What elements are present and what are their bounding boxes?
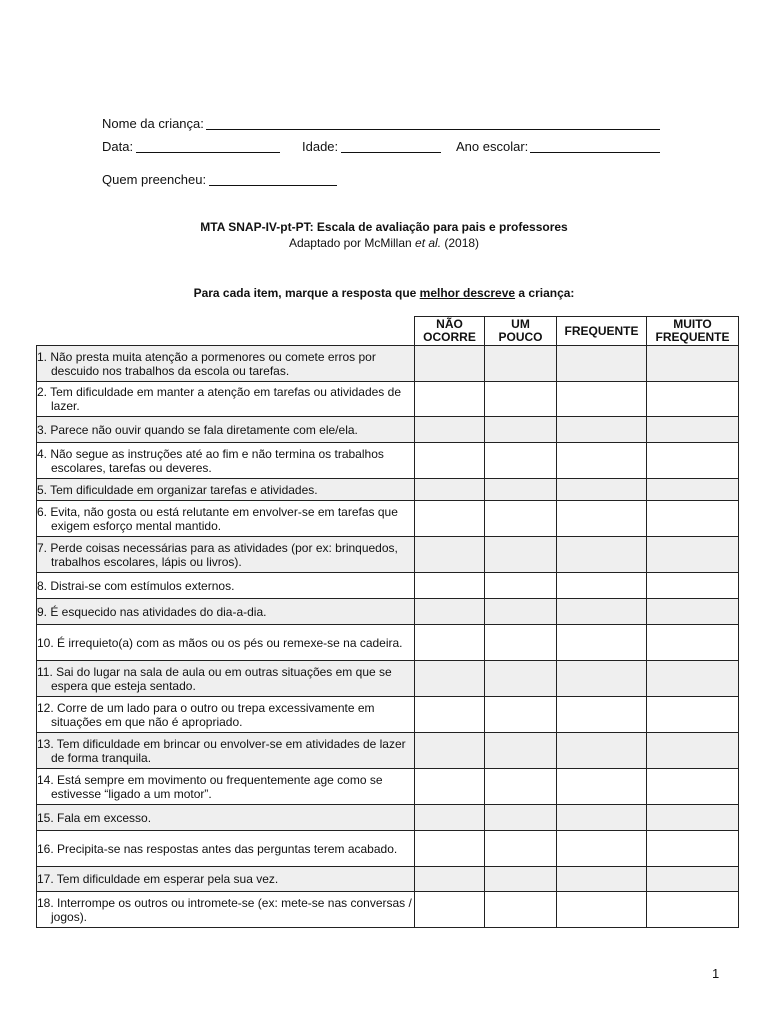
instruction-prefix: Para cada item, marque a resposta que — [193, 286, 420, 300]
answer-cell-um-pouco[interactable] — [485, 867, 557, 892]
answer-cell-nao-ocorre[interactable] — [415, 382, 485, 417]
answer-cell-nao-ocorre[interactable] — [415, 805, 485, 831]
item-text: 6. Evita, não gosta ou está relutante em envolver-se em tarefas que exigem esforço mental mantido. — [37, 504, 398, 533]
item-text-cell — [37, 625, 415, 661]
answer-cell-frequente[interactable] — [557, 867, 647, 892]
instruction-underlined: melhor descreve — [419, 286, 516, 300]
answer-cell-frequente[interactable] — [557, 599, 647, 625]
item-text-cell — [37, 892, 415, 928]
item-text-cell — [37, 537, 415, 573]
answer-cell-um-pouco[interactable] — [485, 479, 557, 501]
answer-cell-muito-frequente[interactable] — [647, 573, 739, 599]
answer-cell-frequente[interactable] — [557, 831, 647, 867]
table-row — [37, 733, 739, 769]
answer-cell-nao-ocorre[interactable] — [415, 831, 485, 867]
item-text: 1. Não presta muita atenção a pormenores ou comete erros por descuido nos trabalhos da escola ou tarefas. — [37, 349, 376, 378]
answer-cell-nao-ocorre[interactable] — [415, 697, 485, 733]
item-text-cell — [37, 479, 415, 501]
item-text-cell — [37, 501, 415, 537]
table-row — [37, 573, 739, 599]
answer-cell-um-pouco[interactable] — [485, 417, 557, 443]
answer-cell-um-pouco[interactable] — [485, 346, 557, 382]
column-header-frequente — [557, 317, 647, 346]
answer-cell-nao-ocorre[interactable] — [415, 892, 485, 928]
answer-cell-um-pouco[interactable] — [485, 892, 557, 928]
item-text: 8. Distrai-se com estímulos externos. — [37, 578, 235, 593]
subtitle-prefix: Adaptado por McMillan — [288, 236, 416, 250]
answer-cell-um-pouco[interactable] — [485, 382, 557, 417]
answer-cell-muito-frequente[interactable] — [647, 599, 739, 625]
age-label: Idade: — [302, 139, 339, 154]
item-text-cell — [37, 382, 415, 417]
column-header-line1: UM — [511, 317, 530, 331]
answer-cell-frequente[interactable] — [557, 733, 647, 769]
answer-cell-um-pouco[interactable] — [485, 501, 557, 537]
instruction-text — [0, 285, 768, 301]
answer-cell-muito-frequente[interactable] — [647, 443, 739, 479]
answer-cell-um-pouco[interactable] — [485, 733, 557, 769]
answer-cell-muito-frequente[interactable] — [647, 625, 739, 661]
answer-cell-frequente[interactable] — [557, 479, 647, 501]
answer-cell-nao-ocorre[interactable] — [415, 625, 485, 661]
answer-cell-frequente[interactable] — [557, 417, 647, 443]
subtitle-suffix: (2018) — [441, 236, 480, 250]
header-blank-cell — [37, 317, 415, 346]
answer-cell-frequente[interactable] — [557, 661, 647, 697]
item-text: 13. Tem dificuldade em brincar ou envolver-se em atividades de lazer de forma tranquila. — [37, 736, 406, 765]
form-subtitle — [0, 235, 768, 251]
answer-cell-muito-frequente[interactable] — [647, 417, 739, 443]
answer-cell-um-pouco[interactable] — [485, 573, 557, 599]
item-text-cell — [37, 599, 415, 625]
date-field[interactable] — [136, 152, 280, 153]
answer-cell-frequente[interactable] — [557, 573, 647, 599]
item-text-cell — [37, 697, 415, 733]
column-header-line2: OCORRE — [423, 330, 476, 344]
answer-cell-um-pouco[interactable] — [485, 599, 557, 625]
answer-cell-muito-frequente[interactable] — [647, 892, 739, 928]
answer-cell-frequente[interactable] — [557, 443, 647, 479]
age-field[interactable] — [341, 152, 441, 153]
answer-cell-um-pouco[interactable] — [485, 537, 557, 573]
item-text: 11. Sai do lugar na sala de aula ou em outras situações em que se espera que esteja sentado. — [37, 664, 392, 693]
item-text-cell — [37, 769, 415, 805]
answer-cell-frequente[interactable] — [557, 805, 647, 831]
item-text: 14. Está sempre em movimento ou frequentemente age como se estivesse “ligado a um motor”. — [37, 772, 383, 801]
subtitle-italic: et al. — [415, 236, 442, 250]
table-row — [37, 892, 739, 928]
column-header-line1: NÃO — [436, 317, 463, 331]
child-name-field[interactable] — [206, 129, 660, 130]
answer-cell-nao-ocorre[interactable] — [415, 573, 485, 599]
item-text-cell — [37, 443, 415, 479]
table-row — [37, 479, 739, 501]
item-text: 18. Interrompe os outros ou intromete-se (ex: mete-se nas conversas / jogos). — [37, 895, 412, 924]
item-text-cell — [37, 867, 415, 892]
table-row — [37, 537, 739, 573]
table-row — [37, 599, 739, 625]
item-text: 10. É irrequieto(a) com as mãos ou os pés ou remexe-se na cadeira. — [37, 635, 403, 650]
answer-cell-frequente[interactable] — [557, 382, 647, 417]
answer-cell-nao-ocorre[interactable] — [415, 479, 485, 501]
table-row — [37, 346, 739, 382]
answer-cell-muito-frequente[interactable] — [647, 501, 739, 537]
filled-by-label: Quem preencheu: — [102, 172, 207, 187]
table-row — [37, 382, 739, 417]
instruction-suffix: a criança: — [515, 286, 575, 300]
answer-cell-frequente[interactable] — [557, 697, 647, 733]
item-text-cell — [37, 346, 415, 382]
answer-cell-frequente[interactable] — [557, 501, 647, 537]
table-row — [37, 831, 739, 867]
date-label: Data: — [102, 139, 134, 154]
answer-cell-frequente[interactable] — [557, 346, 647, 382]
answer-cell-um-pouco[interactable] — [485, 769, 557, 805]
answer-cell-um-pouco[interactable] — [485, 625, 557, 661]
column-header-um-pouco — [485, 317, 557, 346]
item-text: 15. Fala em excesso. — [37, 810, 152, 825]
column-header-line2: POUCO — [498, 330, 543, 344]
item-text-cell — [37, 573, 415, 599]
answer-cell-muito-frequente[interactable] — [647, 479, 739, 501]
column-header-line2: FREQUENTE — [655, 330, 730, 344]
answer-cell-um-pouco[interactable] — [485, 661, 557, 697]
table-row — [37, 697, 739, 733]
answer-cell-nao-ocorre[interactable] — [415, 443, 485, 479]
answer-cell-muito-frequente[interactable] — [647, 867, 739, 892]
item-text: 16. Precipita-se nas respostas antes das perguntas terem acabado. — [37, 841, 398, 856]
answer-cell-um-pouco[interactable] — [485, 697, 557, 733]
item-text: 17. Tem dificuldade em esperar pela sua vez. — [37, 872, 279, 886]
item-text: 2. Tem dificuldade em manter a atenção em tarefas ou atividades de lazer. — [37, 385, 401, 413]
answer-cell-muito-frequente[interactable] — [647, 346, 739, 382]
table-row — [37, 625, 739, 661]
answer-cell-um-pouco[interactable] — [485, 443, 557, 479]
answer-cell-nao-ocorre[interactable] — [415, 599, 485, 625]
item-text-cell — [37, 733, 415, 769]
table-row — [37, 805, 739, 831]
item-text: 9. É esquecido nas atividades do dia-a-dia. — [37, 604, 267, 619]
answer-cell-frequente[interactable] — [557, 537, 647, 573]
item-text: 12. Corre de um lado para o outro ou trepa excessivamente em situações em que não é apropriado. — [37, 700, 375, 729]
answer-cell-muito-frequente[interactable] — [647, 831, 739, 867]
item-text-cell — [37, 805, 415, 831]
item-text-cell — [37, 661, 415, 697]
answer-cell-frequente[interactable] — [557, 892, 647, 928]
answer-cell-nao-ocorre[interactable] — [415, 417, 485, 443]
school-year-field[interactable] — [530, 152, 660, 153]
item-text-cell — [37, 417, 415, 443]
answer-cell-frequente[interactable] — [557, 769, 647, 805]
answer-cell-um-pouco[interactable] — [485, 805, 557, 831]
school-year-label: Ano escolar: — [456, 139, 529, 154]
answer-cell-um-pouco[interactable] — [485, 831, 557, 867]
answer-cell-muito-frequente[interactable] — [647, 382, 739, 417]
answer-cell-frequente[interactable] — [557, 625, 647, 661]
table-header-row — [37, 317, 739, 346]
filled-by-field[interactable] — [209, 185, 337, 186]
item-text: 7. Perde coisas necessárias para as atividades (por ex: brinquedos, trabalhos escolares, lápis ou livros). — [37, 540, 398, 569]
answer-cell-muito-frequente[interactable] — [647, 769, 739, 805]
answer-cell-nao-ocorre[interactable] — [415, 346, 485, 382]
item-text: 5. Tem dificuldade em organizar tarefas e atividades. — [37, 482, 318, 497]
answer-cell-muito-frequente[interactable] — [647, 733, 739, 769]
answer-cell-muito-frequente[interactable] — [647, 661, 739, 697]
table-row — [37, 417, 739, 443]
answer-cell-muito-frequente[interactable] — [647, 805, 739, 831]
table-row — [37, 867, 739, 892]
answer-cell-nao-ocorre[interactable] — [415, 733, 485, 769]
child-name-label: Nome da criança: — [102, 116, 204, 131]
table-row — [37, 501, 739, 537]
column-header-line1: MUITO — [673, 317, 712, 331]
answer-cell-nao-ocorre[interactable] — [415, 501, 485, 537]
item-text: 4. Não segue as instruções até ao fim e não termina os trabalhos escolares, tarefas ou deveres. — [37, 446, 384, 475]
form-title: MTA SNAP-IV-pt-PT: Escala de avaliação para pais e professores — [200, 220, 568, 234]
table-row — [37, 661, 739, 697]
answer-cell-nao-ocorre[interactable] — [415, 661, 485, 697]
column-header-muito-frequente — [647, 317, 739, 346]
column-header-line1: FREQUENTE — [564, 323, 639, 338]
answer-cell-nao-ocorre[interactable] — [415, 867, 485, 892]
rating-table — [36, 316, 739, 928]
table-row — [37, 443, 739, 479]
answer-cell-muito-frequente[interactable] — [647, 697, 739, 733]
answer-cell-nao-ocorre[interactable] — [415, 769, 485, 805]
answer-cell-muito-frequente[interactable] — [647, 537, 739, 573]
page-number: 1 — [712, 966, 720, 981]
table-row — [37, 769, 739, 805]
answer-cell-nao-ocorre[interactable] — [415, 537, 485, 573]
item-text: 3. Parece não ouvir quando se fala diretamente com ele/ela. — [37, 422, 358, 437]
column-header-nao-ocorre — [415, 317, 485, 346]
item-text-cell — [37, 831, 415, 867]
